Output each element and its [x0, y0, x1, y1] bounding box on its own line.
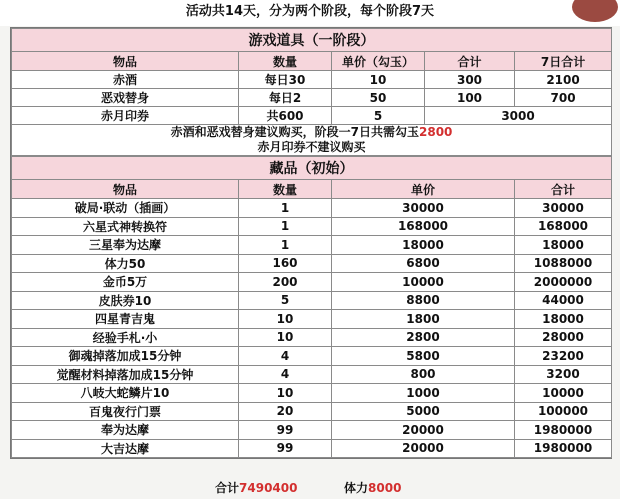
price-cell: 1800 — [332, 310, 515, 329]
section2-title-row — [12, 157, 612, 180]
total-label: 合计 — [215, 481, 240, 495]
table-row — [12, 107, 612, 125]
stamina-value: 8000 — [368, 481, 402, 495]
qty-cell: 每日30 — [239, 71, 332, 89]
item-cell: 奉为达摩 — [12, 421, 239, 440]
table-row — [12, 236, 612, 255]
item-cell: 经验手札·小 — [12, 328, 239, 347]
section1-title: 游戏道具（一阶段） — [12, 29, 612, 52]
section2-body — [12, 199, 612, 458]
qty-cell: 99 — [239, 439, 332, 458]
note-highlight-value: 2800 — [419, 125, 453, 139]
summary-bar — [10, 478, 610, 498]
item-cell: 赤酒 — [12, 71, 239, 89]
qty-cell: 共600 — [239, 107, 332, 125]
items-table — [11, 28, 612, 156]
price-cell: 10000 — [332, 273, 515, 292]
total-cell: 18000 — [515, 236, 612, 255]
s2-header-qty: 数量 — [239, 180, 332, 199]
table-row — [12, 71, 612, 89]
price-cell: 2800 — [332, 328, 515, 347]
section2-header-row — [12, 180, 612, 199]
table-row — [12, 347, 612, 366]
table-row — [12, 291, 612, 310]
qty-cell: 每日2 — [239, 89, 332, 107]
item-cell: 三星奉为达摩 — [12, 236, 239, 255]
grand-total — [215, 478, 297, 498]
section1-title-row — [12, 29, 612, 52]
price-cell: 20000 — [332, 439, 515, 458]
item-cell: 恶戏替身 — [12, 89, 239, 107]
price-sheet — [10, 27, 612, 459]
section2-title: 藏品（初始） — [12, 157, 612, 180]
note-text-2: 赤月印券不建议购买 — [257, 140, 366, 154]
table-row — [12, 217, 612, 236]
s1-header-item: 物品 — [12, 52, 239, 71]
qty-cell: 20 — [239, 402, 332, 421]
item-cell: 体力50 — [12, 254, 239, 273]
s1-header-qty: 数量 — [239, 52, 332, 71]
table-row — [12, 199, 612, 218]
qty-cell: 1 — [239, 199, 332, 218]
qty-cell: 10 — [239, 384, 332, 403]
table-row — [12, 439, 612, 458]
price-cell: 8800 — [332, 291, 515, 310]
total-cell: 1088000 — [515, 254, 612, 273]
note-text: 赤酒和恶戏替身建议购买，阶段一7日共需勾玉 — [170, 125, 419, 139]
price-cell: 5800 — [332, 347, 515, 366]
total-cell: 1980000 — [515, 439, 612, 458]
item-cell: 大吉达摩 — [12, 439, 239, 458]
qty-cell: 4 — [239, 365, 332, 384]
total-cell: 1980000 — [515, 421, 612, 440]
item-cell: 金币5万 — [12, 273, 239, 292]
price-cell: 10 — [332, 71, 425, 89]
total-cell: 168000 — [515, 217, 612, 236]
table-row — [12, 328, 612, 347]
qty-cell: 160 — [239, 254, 332, 273]
item-cell: 四星青吉鬼 — [12, 310, 239, 329]
table-row — [12, 365, 612, 384]
s2-header-total: 合计 — [515, 180, 612, 199]
table-row — [12, 89, 612, 107]
price-cell: 800 — [332, 365, 515, 384]
item-cell: 百鬼夜行门票 — [12, 402, 239, 421]
stamina-label: 体力 — [344, 481, 369, 495]
total-cell: 3200 — [515, 365, 612, 384]
total-cell: 30000 — [515, 199, 612, 218]
total-cell: 18000 — [515, 310, 612, 329]
section1-header-row — [12, 52, 612, 71]
s2-header-price: 单价 — [332, 180, 515, 199]
s1-header-price: 单价（勾玉） — [332, 52, 425, 71]
activity-note: 活动共14天，分为两个阶段，每个阶段7天 — [0, 0, 620, 26]
price-cell: 6800 — [332, 254, 515, 273]
week-total-cell: 700 — [515, 89, 612, 107]
total-value: 7490400 — [239, 481, 298, 495]
table-row — [12, 421, 612, 440]
price-cell: 5000 — [332, 402, 515, 421]
total-cell: 300 — [425, 71, 515, 89]
total-cell: 23200 — [515, 347, 612, 366]
price-cell: 5 — [332, 107, 425, 125]
price-cell: 18000 — [332, 236, 515, 255]
qty-cell: 10 — [239, 328, 332, 347]
section1-note-row — [12, 125, 612, 156]
total-cell: 100000 — [515, 402, 612, 421]
table-row — [12, 384, 612, 403]
total-cell: 2000000 — [515, 273, 612, 292]
total-cell: 3000 — [425, 107, 612, 125]
item-cell: 觉醒材料掉落加成15分钟 — [12, 365, 239, 384]
qty-cell: 5 — [239, 291, 332, 310]
total-cell: 100 — [425, 89, 515, 107]
price-cell: 30000 — [332, 199, 515, 218]
total-cell: 44000 — [515, 291, 612, 310]
price-cell: 1000 — [332, 384, 515, 403]
qty-cell: 1 — [239, 217, 332, 236]
qty-cell: 10 — [239, 310, 332, 329]
item-cell: 御魂掉落加成15分钟 — [12, 347, 239, 366]
total-cell: 10000 — [515, 384, 612, 403]
item-cell: 破局·联动（插画） — [12, 199, 239, 218]
item-cell: 八岐大蛇鳞片10 — [12, 384, 239, 403]
price-cell: 168000 — [332, 217, 515, 236]
qty-cell: 99 — [239, 421, 332, 440]
qty-cell: 200 — [239, 273, 332, 292]
table-row — [12, 310, 612, 329]
item-cell: 赤月印券 — [12, 107, 239, 125]
price-cell: 50 — [332, 89, 425, 107]
stamina-total — [344, 478, 401, 498]
item-cell: 皮肤券10 — [12, 291, 239, 310]
table-row — [12, 402, 612, 421]
collection-table — [11, 156, 612, 458]
total-cell: 28000 — [515, 328, 612, 347]
section1-note — [12, 125, 612, 156]
qty-cell: 1 — [239, 236, 332, 255]
price-cell: 20000 — [332, 421, 515, 440]
item-cell: 六星式神转换符 — [12, 217, 239, 236]
table-row — [12, 254, 612, 273]
qty-cell: 4 — [239, 347, 332, 366]
table-row — [12, 273, 612, 292]
week-total-cell: 2100 — [515, 71, 612, 89]
s2-header-item: 物品 — [12, 180, 239, 199]
s1-header-total: 合计 — [425, 52, 515, 71]
s1-header-7day: 7日合计 — [515, 52, 612, 71]
